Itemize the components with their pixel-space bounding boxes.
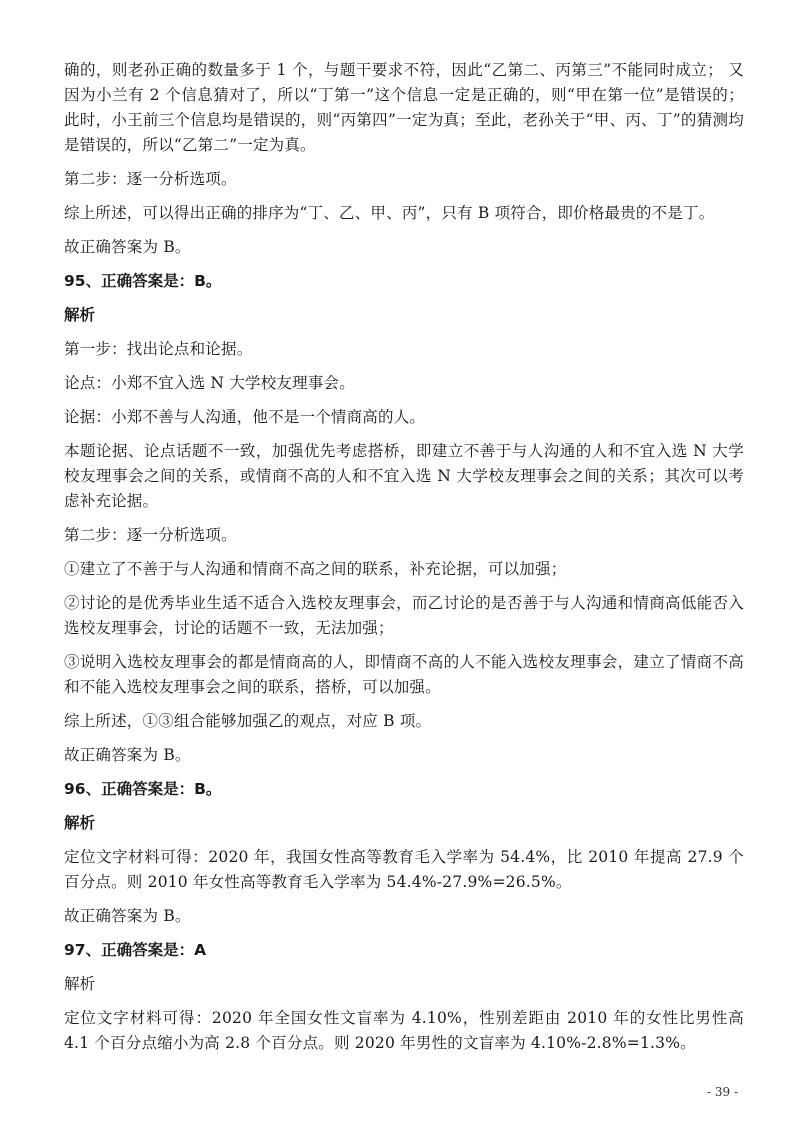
answer-heading-96: 96、正确答案是：B。 — [64, 780, 222, 798]
paragraph: 定位文字材料可得：2020 年全国女性文盲率为 4.10%，性别差距由 2010 年的女性比男性高 4.1 个百分点缩小为高 2.8 个百分点。则 2020 年男性的文盲率为 4.10%-2.8%=1.3%。 — [64, 1009, 744, 1052]
page-number: - 39 - — [706, 1085, 738, 1099]
answer-heading-95: 95、正确答案是：B。 — [64, 272, 222, 290]
paragraph: 确的，则老孙正确的数量多于 1 个，与题干要求不符，因此“乙第二、丙第三”不能同时成立； 又因为小兰有 2 个信息猜对了，所以“丁第一”这个信息一定是正确的，则“甲在第一位”是错误的；此时，小王前三个信息均是错误的，则“丙第四”一定为真；至此，老孙关于“甲、丙、丁”的猜测均是错误的，所以“乙第二”一定为真。 — [64, 61, 744, 154]
paragraph: ③说明入选校友理事会的都是情商高的人，即情商不高的人不能入选校友理事会，建立了情商不高和不能入选校友理事会之间的联系，搭桥，可以加强。 — [64, 653, 744, 696]
paragraph: 综上所述，①③组合能够加强乙的观点，对应 B 项。 — [64, 712, 432, 730]
analysis-heading: 解析 — [64, 306, 96, 324]
paragraph: 本题论据、论点话题不一致，加强优先考虑搭桥，即建立不善于与人沟通的人和不宜入选 N 大学校友理事会之间的关系，或情商不高的人和不宜入选 N 大学校友理事会之间的关系；其次可以考虑补充论据。 — [64, 442, 744, 510]
paragraph: 定位文字材料可得：2020 年，我国女性高等教育毛入学率为 54.4%，比 2010 年提高 27.9 个百分点。则 2010 年女性高等教育毛入学率为 54.4%-27.9%=26.5%。 — [64, 848, 744, 891]
paragraph: 论据：小郑不善与人沟通，他不是一个情商高的人。 — [64, 408, 426, 426]
analysis-heading: 解析 — [64, 975, 96, 993]
paragraph: ①建立了不善于与人沟通和情商不高之间的联系，补充论据，可以加强； — [64, 560, 567, 578]
answer-heading-97: 97、正确答案是：A — [64, 941, 207, 959]
paragraph: 第一步：找出论点和论据。 — [64, 340, 253, 358]
paragraph: 第二步：逐一分析选项。 — [64, 170, 237, 188]
paragraph: ②讨论的是优秀毕业生适不适合入选校友理事会，而乙讨论的是否善于与人沟通和情商高低能否入选校友理事会，讨论的话题不一致，无法加强； — [64, 594, 744, 637]
paragraph: 故正确答案为 B。 — [64, 907, 191, 925]
paragraph: 故正确答案为 B。 — [64, 746, 191, 764]
paragraph: 第二步：逐一分析选项。 — [64, 526, 237, 544]
paragraph: 综上所述，可以得出正确的排序为“丁、乙、甲、丙”，只有 B 项符合，即价格最贵的不是丁。 — [64, 204, 715, 222]
paragraph: 论点：小郑不宜入选 N 大学校友理事会。 — [64, 374, 355, 392]
analysis-heading: 解析 — [64, 814, 96, 832]
paragraph: 故正确答案为 B。 — [64, 238, 191, 256]
document-body — [64, 58, 744, 1065]
